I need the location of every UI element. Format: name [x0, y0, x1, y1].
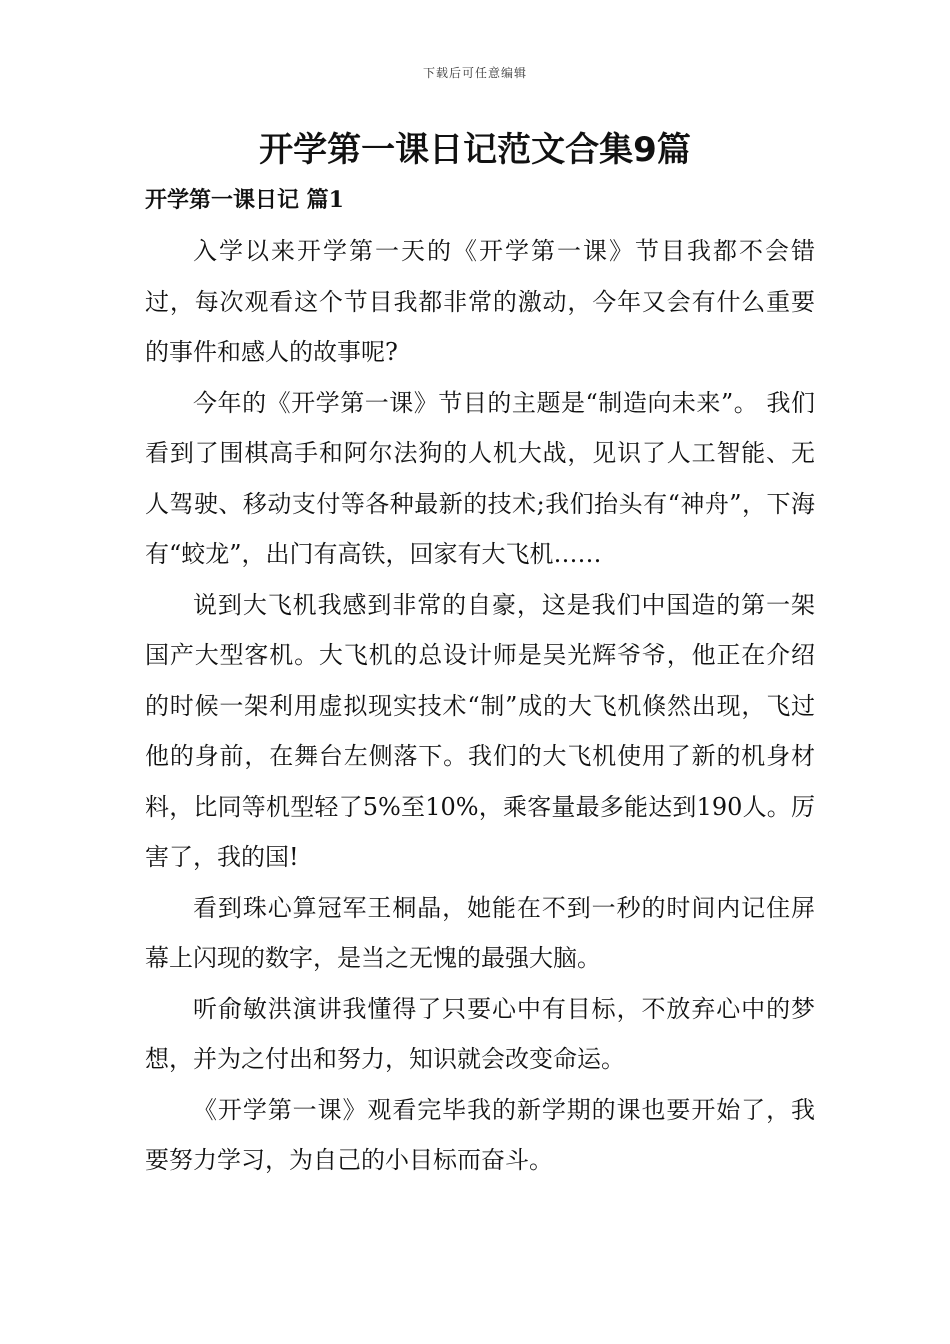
paragraph: 今年的《开学第一课》节目的主题是“制造向未来”。 我们看到了围棋高手和阿尔法狗的人机大战，见识了人工智能、无人驾驶、移动支付等各种最新的技术;我们抬头有“神舟”，下海有“蛟龙”，出门有高铁，回家有大飞机……: [145, 388, 815, 568]
article-body: [145, 226, 815, 1186]
paragraph: 看到珠心算冠军王桐晶，她能在不到一秒的时间内记住屏幕上闪现的数字，是当之无愧的最强大脑。: [145, 893, 815, 972]
section-heading: 开学第一课日记 篇1: [145, 187, 344, 213]
header-note: 下载后可任意编辑: [422, 66, 527, 80]
paragraph: 《开学第一课》观看完毕我的新学期的课也要开始了，我要努力学习，为自己的小目标而奋斗。: [145, 1095, 815, 1174]
paragraph: 听俞敏洪演讲我懂得了只要心中有目标，不放弃心中的梦想，并为之付出和努力，知识就会改变命运。: [145, 994, 815, 1073]
paragraph: 说到大飞机我感到非常的自豪，这是我们中国造的第一架国产大型客机。大飞机的总设计师是吴光辉爷爷，他正在介绍的时候一架利用虚拟现实技术“制”成的大飞机倏然出现，飞过他的身前，在舞台左侧落下。我们的大飞机使用了新的机身材料，比同等机型轻了5%至10%，乘客量最多能达到190人。厉害了，我的国!: [145, 590, 815, 871]
paragraph: 入学以来开学第一天的《开学第一课》节目我都不会错过，每次观看这个节目我都非常的激动，今年又会有什么重要的事件和感人的故事呢?: [145, 237, 815, 366]
document-title: 开学第一课日记范文合集9篇: [259, 130, 691, 170]
